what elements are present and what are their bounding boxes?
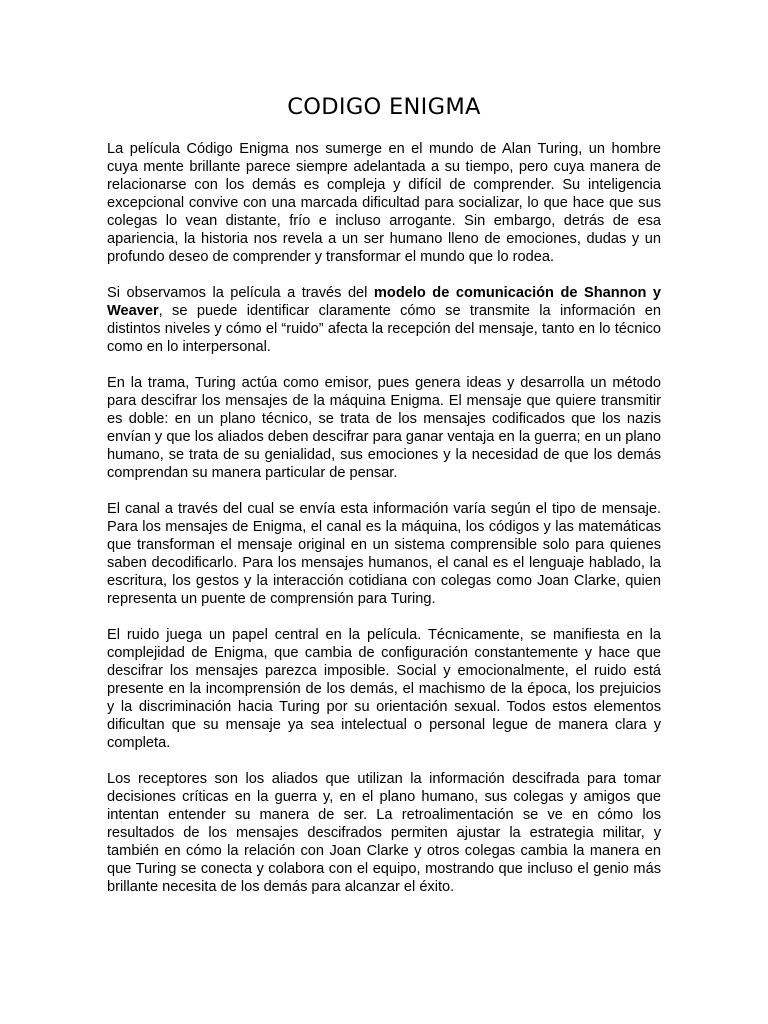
paragraph-canal: El canal a través del cual se envía esta información varía según el tipo de mensaje. Para los mensajes de Enigma, el canal es la máquina, los códigos y las matemáticas que transforman el mensaje original en un sistema comprensible solo para quienes saben decodificarlo. Para los mensajes humanos, el canal es el lenguaje hablado, la escritura, los gestos y la interacción cotidiana con colegas como Joan Clarke, quien representa un puente de comprensión para Turing. bbox=[107, 501, 661, 607]
paragraph-text-segment: , se puede identificar claramente cómo se transmite la información en distintos niveles y cómo el “ruido” afecta la recepción del mensaje, tanto en lo técnico como en lo interpersonal. bbox=[107, 303, 661, 355]
paragraph-shannon-weaver bbox=[107, 284, 661, 356]
paragraph-intro: La película Código Enigma nos sumerge en el mundo de Alan Turing, un hombre cuya mente brillante parece siempre adelantada a su tiempo, pero cuya manera de relacionarse con los demás es compleja y difícil de comprender. Su inteligencia excepcional convive con una marcada dificultad para socializar, lo que hace que sus colegas lo vean distante, frío e incluso arrogante. Sin embargo, detrás de esa apariencia, la historia nos revela a un ser humano lleno de emociones, dudas y un profundo deseo de comprender y transformar el mundo que lo rodea. bbox=[107, 141, 661, 265]
document-title: CODIGO ENIGMA bbox=[287, 94, 481, 120]
paragraph-text-segment: Si observamos la película a través del bbox=[107, 285, 374, 301]
paragraph-emisor: En la trama, Turing actúa como emisor, pues genera ideas y desarrolla un método para descifrar los mensajes de la máquina Enigma. El mensaje que quiere transmitir es doble: en un plano técnico, se trata de los mensajes codificados que los nazis envían y que los aliados deben descifrar para ganar ventaja en la guerra; en un plano humano, se trata de su genialidad, sus emociones y la necesidad de que los demás comprendan su manera particular de pensar. bbox=[107, 375, 661, 481]
paragraph-receptores: Los receptores son los aliados que utilizan la información descifrada para tomar decisiones críticas en la guerra y, en el plano humano, sus colegas y amigos que intentan entender su manera de ser. La retroalimentación se ve en cómo los resultados de los mensajes descifrados permiten ajustar la estrategia militar, y también en cómo la relación con Joan Clarke y otros colegas cambia la manera en que Turing se conecta y colabora con el equipo, mostrando que incluso el genio más brillante necesita de los demás para alcanzar el éxito. bbox=[107, 771, 661, 895]
bold-model-name: modelo de comunicación de Shannon y Weaver bbox=[107, 285, 662, 319]
paragraph-ruido: El ruido juega un papel central en la película. Técnicamente, se manifiesta en la complejidad de Enigma, que cambia de configuración constantemente y hace que descifrar los mensajes parezca imposible. Social y emocionalmente, el ruido está presente en la incomprensión de los demás, el machismo de la época, los prejuicios y la discriminación hacia Turing por su orientación sexual. Todos estos elementos dificultan que su mensaje ya sea intelectual o personal legue de manera clara y completa. bbox=[107, 627, 661, 751]
